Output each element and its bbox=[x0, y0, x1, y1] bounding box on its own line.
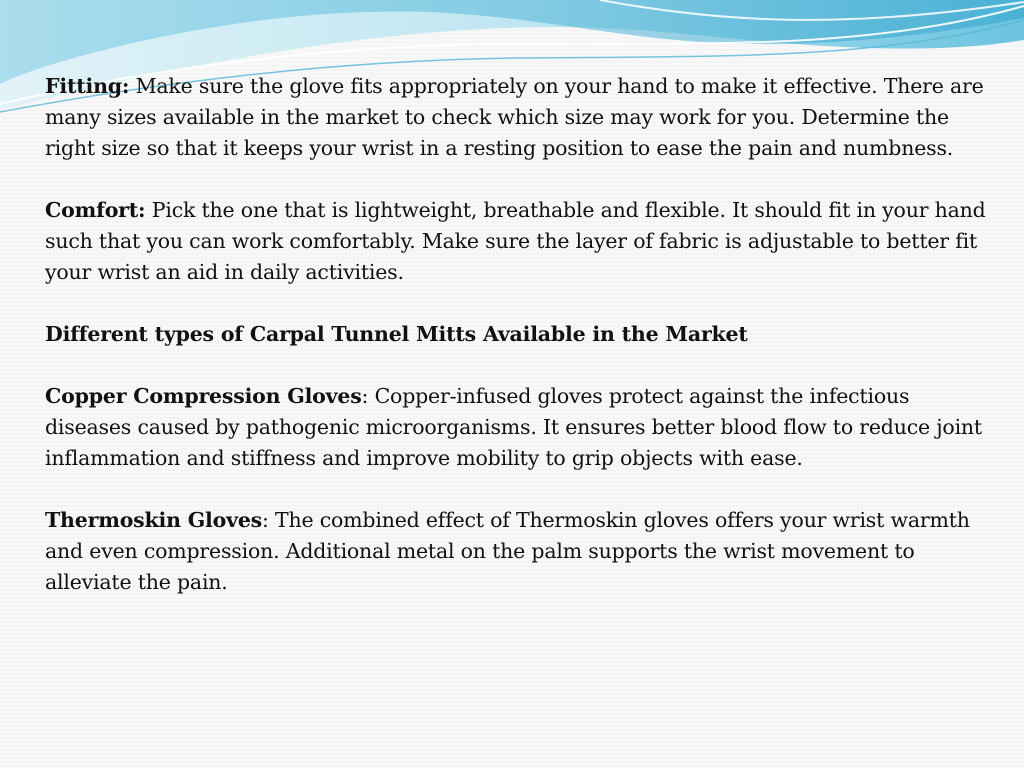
fitting-label: Fitting: bbox=[45, 74, 130, 98]
fitting-text: Make sure the glove fits appropriately on your hand to make it effective. There are many sizes available in the market to check which size may work for you. Determine the right size so that it keeps your wrist in a resting position to ease the pain and numbness. bbox=[45, 74, 984, 160]
copper-gloves-label: Copper Compression Gloves bbox=[45, 384, 362, 408]
section-heading: Different types of Carpal Tunnel Mitts Available in the Market bbox=[45, 322, 748, 346]
copper-gloves-text: : Copper-infused gloves protect against the infectious diseases caused by pathogenic microorganisms. It ensures better blood flow to reduce joint inflammation and stiffness and improve mobility to grip objects with ease. bbox=[45, 384, 982, 470]
comfort-text: Pick the one that is lightweight, breathable and flexible. It should fit in your hand such that you can work comfortably. Make sure the layer of fabric is adjustable to better fit your wrist an aid in daily activities. bbox=[45, 198, 986, 284]
comfort-label: Comfort: bbox=[45, 198, 146, 222]
thermoskin-gloves-label: Thermoskin Gloves bbox=[45, 508, 263, 532]
thermoskin-gloves-text: : The combined effect of Thermoskin gloves offers your wrist warmth and even compression. Additional metal on the palm supports the wrist movement to alleviate the pain. bbox=[45, 508, 970, 594]
copper-gloves-paragraph bbox=[45, 381, 995, 474]
fitting-paragraph bbox=[45, 71, 995, 164]
slide-body bbox=[45, 71, 995, 629]
thermoskin-gloves-paragraph bbox=[45, 505, 995, 598]
comfort-paragraph bbox=[45, 195, 995, 288]
